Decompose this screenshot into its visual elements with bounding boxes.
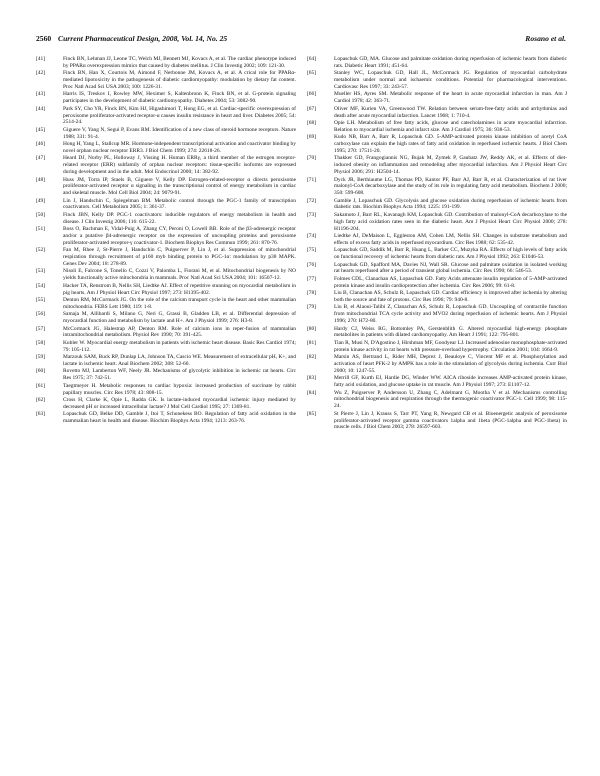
reference-number: [76]	[307, 261, 317, 268]
reference-column-right	[307, 56, 567, 432]
reference-text: Harris IS, Treskov I, Rowley MW, Heximer S, Kaltenbronn K, Finck BN, et al. G-protein signaling participates in the development of diabetic cardiomyopathy. Diabetes 2004; 53: 3082-90.	[63, 91, 296, 105]
reference-column-left	[36, 56, 296, 426]
reference-item	[307, 233, 567, 247]
reference-text: Taegtmeyer H. Metabolic responses to cardiac hypoxia: increased production of succinate by rabbit papillary muscles. Circ Res 1978; 43: 808-15.	[63, 382, 296, 396]
reference-number: [62]	[36, 396, 46, 403]
reference-item	[36, 354, 296, 368]
reference-number: [70]	[307, 155, 317, 162]
reference-text: Tian R, Musi N, D'Agostino J, Hirshman MF, Goodyear LJ. Increased adenosine monophosphate-activated protein kinase activity in rat hearts with pressure-overload hypertrophy. Circulation 2001; 104: 1664-9.	[334, 339, 567, 353]
reference-item	[36, 155, 296, 176]
reference-number: [56]	[36, 311, 46, 318]
reference-text: Finck JBN, Kelly DP. PGC-1 coactivators: inducible regulators of energy metabolism in health and disease. J Clin Investig 2006; 116: 615-22.	[63, 211, 296, 225]
reference-number: [54]	[36, 282, 46, 289]
reference-number: [82]	[307, 354, 317, 361]
reference-text: Boss O, Bachman E, Vidal-Puig A, Zhang CY, Peroni O, Lowell BB. Role of the β3-adrenergic receptor and/or a putative β4-adrenergic receptor on the expression of uncoupling proteins and peroxisome proliferator-activated receptor-γ coactivator-1. Biochem Biophys Res Commun 1999; 261: 870-76.	[63, 226, 296, 246]
reference-text: Marsin AS, Bertrand L, Rider MH, Deprez J, Beauloye C, Vincent MF et al. Phosphorylation and activation of heart PFK-2 by AMPK has a role in the stimulation of glycolysis during ischemia. Curr Biol 2000; 10: 1247-55.	[334, 354, 567, 374]
reference-text: Finck BN, Han X, Courtois M, Aimond F, Nerbonne JM, Kovacs A, et al. A crical role for PPARα-mediated lipotoxicity in the pathogenesis of diabetic cardiomyopathy: modulation by dietary fat content. Proc Natl Acad Sci USA 2003; 100: 1226-31.	[63, 70, 296, 90]
reference-number: [68]	[307, 119, 317, 126]
reference-item	[36, 198, 296, 212]
reference-number: [46]	[36, 141, 46, 148]
reference-item	[36, 212, 296, 226]
reference-number: [66]	[307, 91, 317, 98]
reference-text: Lopaschuk GD, MA. Glucose and palmitate oxidation during reperfusion of ischemic hearts from diabetic rats. Diabetic Heart 1991; 451-64.	[334, 56, 567, 69]
reference-item	[307, 340, 567, 354]
reference-item	[307, 134, 567, 155]
reference-text: Hacker TA, Renstrom B, Nellis SH, Liedtke AJ. Effect of repetitive stunning on myocardial metabolism in pig hearts. Am J Physiol Heart Circ Physiol 1997; 273: H1395-402.	[63, 282, 296, 296]
reference-item	[307, 106, 567, 120]
reference-text: Stanley WC, Lopaschuk GD, Hall JL, McCormack JG. Regulation of myocardial carbohydrate metabolism under normal and ischaemic conditions. Potential for pharmacological interventions. Cardiovasc Res 1997; 33: 243-57.	[334, 70, 567, 90]
reference-number: [51]	[36, 226, 46, 233]
reference-item	[36, 177, 296, 198]
reference-text: Nisoli E, Falcone S, Tonello C, Cozzi V, Palomba L, Fiorani M, et al. Mitochondrial biogenesis by NO yields functionally active mitochondria in mammals. Proc Natl Acad Sci USA 2004; 101: 16507-12.	[63, 268, 296, 282]
journal-citation: Current Pharmaceutical Design, 2008, Vol. 14, No. 25	[58, 34, 228, 43]
reference-number: [45]	[36, 126, 46, 133]
reference-item	[307, 276, 567, 290]
reference-item	[307, 247, 567, 261]
reference-number: [84]	[307, 389, 317, 396]
reference-number: [67]	[307, 105, 317, 112]
reference-item	[307, 212, 567, 233]
reference-text: Hardy CJ, Weiss RG, Bottomley PA, Gerstenblith G. Altered myocardial high-energy phosphate metabolites in patients with dilated cardiomyopathy. Am Heart J 1991; 122: 795-801.	[334, 325, 567, 339]
reference-item	[307, 375, 567, 389]
reference-number: [57]	[36, 325, 46, 332]
reference-number: [71]	[307, 176, 317, 183]
reference-text: Lopaschuk GD, Saddik M, Barr R, Huang L, Barker CC, Muzyka RA. Effects of high levels of fatty acids on functional recovery of ischemic hearts from diabetic rats. Am J Physiol 1992; 263: E1046-53.	[334, 247, 567, 261]
reference-text: McCormack JG, Halestrap AP, Denton RM. Role of calcium ions in reper-fusion of mammalian intramitochondrial metabolism. Physiol Rev 1990; 70: 391-425.	[63, 325, 296, 339]
reference-number: [72]	[307, 197, 317, 204]
reference-text: Denton RM, McCormack JG. On the role of the calcium transport cycle in the heart and other mammalian mitochondria. FEBS Lett 1980; 119: 1-8.	[63, 297, 296, 310]
reference-text: Finck BN, Lehman JJ, Leone TC, Welch MJ, Bennett MJ, Kovacs A, et al. The cardiac phenotype induced by PPARα overexpression mimics that caused by diabetes mellitus. J Clin Investig 2002; 109: 121-30.	[63, 56, 296, 69]
reference-number: [60]	[36, 368, 46, 375]
reference-number: [55]	[36, 297, 46, 303]
reference-text: Mueller HS, Ayres SM. Metabolic response of the heart in acute myocardial infarction in man. Am J Cardiol 1978; 42: 363-71.	[334, 91, 567, 105]
page-number: 2560	[36, 34, 52, 43]
reference-item	[307, 91, 567, 105]
reference-text: Sakamoto J, Barr RL, Kavanagh KM, Lopaschuk GD. Contribution of malonyl-CoA decarboxylase to the high fatty acid oxidation rates seen in the diabetic heart. Am J Physiol Heart Circ Physiol 2000; 278: H1196-204.	[334, 211, 567, 232]
reference-text: Liu B, el Alaoui-Talibi Z, Clanachan AS, Schulz R, Lopaschuk GD. Uncoupling of contractile function from mitochondrial TCA cycle activity and MVO2 during reperfusion of ischemic hearts. Am J Physiol 1996; 270: H72-80.	[334, 304, 567, 325]
reference-number: [43]	[36, 91, 46, 98]
reference-number: [83]	[307, 375, 317, 382]
reference-number: [42]	[36, 70, 46, 77]
reference-item	[307, 411, 567, 432]
reference-number: [85]	[307, 410, 317, 417]
reference-number: [41]	[36, 56, 46, 62]
reference-item	[307, 70, 567, 91]
reference-text: Liedtke AJ, DeMaison L, Eggleston AM, Cohen LM, Nellis SH. Changes in substrate metabolism and effects of excess fatty acids in reperfused myocardium. Circ Res 1988; 62: 535-42.	[334, 233, 567, 246]
reference-item	[36, 383, 296, 397]
reference-item	[36, 283, 296, 297]
reference-number: [53]	[36, 268, 46, 275]
reference-number: [79]	[307, 304, 317, 311]
reference-item	[307, 177, 567, 198]
reference-number: [49]	[36, 197, 46, 204]
reference-text: Samaja M, Allibardi S, Milano G, Neri G, Grassi B, Gladden LB, et al. Differential depression of myocardial function and metabolism by lactate and H+. Am J Physiol 1999; 276: H3-8.	[63, 311, 296, 325]
reference-item	[36, 297, 296, 311]
reference-text: Fan M, Rhee J, St-Pierre J, Handschin C, Puigserver P, Lin J, et al. Suppression of mitochondrial respiration through recruitment of p160 myb binding protein to PGC-1α: modulation by p38 MAPK. Genes Dev 2004; 18: 278-89.	[63, 247, 296, 267]
reference-number: [44]	[36, 105, 46, 112]
reference-text: Opie LH. Metabolism of free fatty acids, glucose and catecholamines in acute myocardial infarction. Relation to myocardial ischemia and infarct size. Am J Cardiol 1975; 36: 938-53.	[334, 119, 567, 133]
reference-text: Wu Z, Puigserver P, Andersson U, Zhang C, Adelmant G, Mootha V et al. Mechanisms controlling mitochondrial biogenesis and respiration through the thermogenic coactivator PGC-1. Cell 1999; 98: 115-24.	[334, 389, 567, 410]
reference-number: [63]	[36, 411, 46, 418]
reference-text: Oliver MF, Kurien VA, Greenwood TW. Relation between serum-free-fatty acids and arrhythmias and death after acute myocardial infarction. Lancet 1968; 1: 710-4.	[334, 105, 567, 119]
reference-item	[36, 106, 296, 127]
reference-number: [58]	[36, 339, 46, 346]
reference-text: Folmes CDL, Clanachan AS, Lopaschuk GD. Fatty Acids attenuate insulin regulation of 5-AMP-activated protein kinase and insulin cardioprotection after ischemia. Circ Res 2006; 99: 61-8.	[334, 275, 567, 289]
reference-item	[307, 120, 567, 134]
reference-text: Cross H, Clarke K, Opie L, Radda GK. Is lactate-induced myocardial ischemic injury mediated by decreased pH or increased intracellular lactate? J Mol Cell Cardiol 1995; 27: 1369-81.	[63, 396, 296, 410]
reference-number: [47]	[36, 155, 46, 162]
reference-text: Heard DJ, Norby PL, Holloway J, Vissing H. Human ERRγ, a third member of the estrogen receptor-related receptor (ERR) subfamily of orphan nuclear receptors: tissue-specific isoforms are expressed during development and in the adult. Mol Endocrinol 2000; 14: 382-92.	[63, 155, 296, 176]
reference-number: [78]	[307, 290, 317, 297]
reference-number: [75]	[307, 247, 317, 254]
reference-text: Gamble J, Lopaschuk GD. Glycolysis and glucose oxidation during reperfusion of ischemic hearts from diabetic rats. Biochim Biophys Acta 1994; 1225: 191-199.	[334, 197, 567, 211]
reference-item	[307, 290, 567, 304]
reference-text: Giguere V, Yang N, Segui P, Evans RM. Identification of a new class of steroid hormone receptors. Nature 1988; 331: 91-4.	[63, 126, 296, 140]
reference-text: Lin J, Handschin C, Spiegelman BM. Metabolic control through the PGC-1 family of transcription coactivators. Cell Metabolism 2005; 1: 361-37.	[63, 197, 296, 211]
reference-text: Kudo NB, Barr A, Barr R, Lopaschuk GD. 5-AMP-activated protein kinase inhibition of acetyl CoA carboxylase can explain the high rates of fatty acid oxidation in reperfused ischemic hearts. J Biol Chem 1995; 270: 17511-20.	[334, 134, 567, 154]
reference-number: [50]	[36, 211, 46, 218]
reference-item	[36, 247, 296, 268]
reference-item	[36, 397, 296, 411]
reference-text: Hong H, Yang L, Stallcup MR. Hormone-independent transcriptional activation and coactivator binding by novel orphan nuclear receptor ERR3. J Biol Chem 1999; 274: 22618-26.	[63, 141, 296, 154]
running-author: Rosano et al.	[525, 34, 566, 43]
reference-number: [77]	[307, 275, 317, 282]
reference-item	[36, 141, 296, 155]
reference-text: Park SY, Cho YR, Finck BN, Kim HJ, Higashimori T, Hong EG, et al. Cardiac-specific overexpression of peroxisome proliferator-activated receptor-α causes insulin resistance in heart and liver. Diabetes 2005; 54: 2514-24.	[63, 105, 296, 126]
reference-number: [73]	[307, 211, 317, 218]
reference-text: Liu B, Clanachan AS, Schulz R, Lopaschuk GD. Cardiac efficiency is improved after ischemia by altering both the source and fate of protons. Circ Res 1996; 79: 940-8.	[334, 290, 567, 303]
running-header	[36, 33, 566, 45]
reference-item	[36, 226, 296, 247]
reference-text: Lopaschuk GD, Spafford MA, Davies NJ, Wall SR. Glucose and palmitate oxidation in isolated working rat hearts reperfused after a period of transient global ischemia. Circ Res 1990; 66: 546-53.	[334, 261, 567, 275]
reference-item	[36, 91, 296, 105]
reference-item	[307, 304, 567, 325]
reference-text: Rovetto MJ, Lamberton WF, Neely JR. Mechanisms of glycolytic inhibition in ischemic rat hearts. Circ Res 1975; 37: 742-51.	[63, 368, 296, 382]
reference-number: [48]	[36, 176, 46, 183]
reference-item	[36, 340, 296, 354]
reference-number: [59]	[36, 354, 46, 361]
reference-item	[307, 155, 567, 176]
reference-text: Lopaschuk GD, Belke DD, Gamble J, Itoi T, Schonekess BO. Regulation of fatty acid oxidation in the mammalian heart in health and disease. Biochim Biophys Acta 1994; 1213: 263-76.	[63, 411, 296, 425]
reference-number: [64]	[307, 56, 317, 62]
reference-number: [52]	[36, 247, 46, 254]
reference-item	[307, 354, 567, 375]
reference-item	[36, 268, 296, 282]
reference-number: [81]	[307, 339, 317, 346]
reference-item	[36, 127, 296, 141]
reference-text: Thakker GD, Frangogiannis NG, Bujak M, Zymek P, Gaubatz JW, Reddy AK, et al. Effects of diet-induced obesity on inflammation and remodeling after myocardial infarction. Am J Physiol Heart Circ Physiol 2006; 291: H2504-14.	[334, 155, 567, 176]
reference-text: Marzouk SAM, Buck RP, Dunlap LA, Johnson TA, Cascio WE. Measurement of extracellular pH, K+, and lactate in ischemic heart. Anal Biochem 2002; 308: 52-60.	[63, 354, 296, 367]
reference-item	[36, 326, 296, 340]
reference-number: [65]	[307, 70, 317, 77]
reference-item	[36, 70, 296, 91]
reference-text: Huss JM, Torra IP, Staels B, Giguere V, Kelly DP. Estrogen-related-receptor α directs peroxisome proliferator-activated receptor α signaling in the transcriptional control of energy metabolism in cardiac and skeletal muscle. Mol Cell Biol 2004; 24: 9079-91.	[63, 176, 296, 197]
reference-item	[36, 368, 296, 382]
reference-item	[307, 198, 567, 212]
reference-item	[307, 390, 567, 411]
reference-item	[307, 56, 567, 70]
reference-text: Merrill GF, Kurth EJ, Hardie DG, Winder WW. AICA riboside increases AMP-activated protein kinase, fatty acid oxidation, and glucose uptake in rat muscle. Am J Physiol 1997; 273: E1107-12.	[334, 375, 567, 389]
reference-text: Kubler W. Myocardial energy metabolism in patients with ischemic heart disease. Basic Res Cardiol 1974; 79: 105-112.	[63, 339, 296, 353]
reference-item	[36, 56, 296, 70]
reference-item	[36, 411, 296, 425]
reference-number: [80]	[307, 325, 317, 332]
reference-item	[307, 262, 567, 276]
reference-text: St Pierre J, Lin J, Krauss S, Tarr PT, Yang R, Newgard CB et al. Bioenergetic analysis of peroxisome proliferator-activated receptor gamma coactivators 1alpha and 1beta (PGC-1alpha and PGC-1beta) in muscle cells. J Biol Chem 2003; 278: 26597-603.	[334, 410, 567, 431]
reference-item	[307, 326, 567, 340]
reference-number: [69]	[307, 134, 317, 141]
reference-number: [74]	[307, 233, 317, 240]
reference-number: [61]	[36, 382, 46, 389]
reference-item	[36, 311, 296, 325]
reference-text: Dyck JR, Berthiaume LG, Thomas PD, Kantor PF, Barr AJ, Barr R, et al. Characterization of rat liver malonyl-CoA decarboxylase and the study of its role in regulating fatty acid metabolism. Biochem J 2000; 350: 599-608.	[334, 176, 567, 197]
